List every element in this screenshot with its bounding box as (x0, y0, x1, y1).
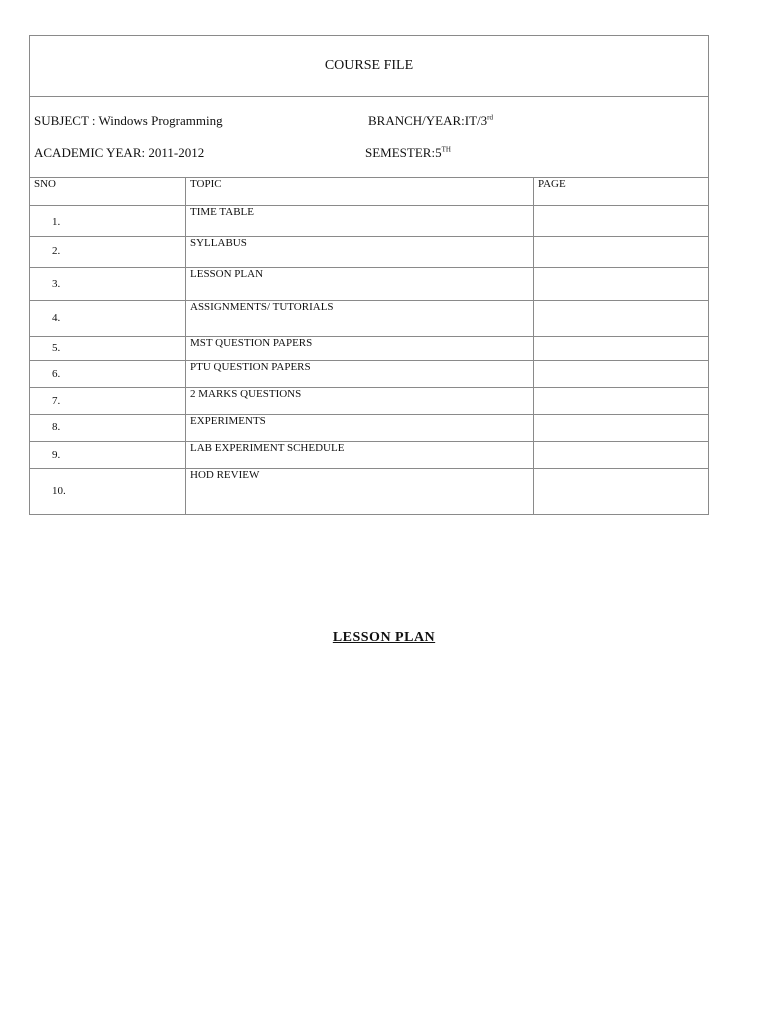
column-header-page: PAGE (534, 178, 709, 206)
table-row (30, 388, 709, 415)
table-row (30, 442, 709, 469)
table-row (30, 469, 709, 515)
row-page (534, 301, 709, 337)
row-topic: MST QUESTION PAPERS (186, 337, 534, 361)
column-header-topic: TOPIC (186, 178, 534, 206)
row-topic: SYLLABUS (186, 237, 534, 268)
row-page (534, 388, 709, 415)
row-sno: 8. (30, 415, 186, 442)
row-topic: HOD REVIEW (186, 469, 534, 515)
table-row (30, 361, 709, 388)
table-header-row (30, 178, 709, 206)
row-sno: 10. (30, 469, 186, 515)
row-topic: 2 MARKS QUESTIONS (186, 388, 534, 415)
semester-label: SEMESTER:5TH (365, 145, 451, 160)
row-page (534, 361, 709, 388)
row-sno: 4. (30, 301, 186, 337)
course-info-block (30, 97, 709, 178)
row-page (534, 268, 709, 301)
row-sno: 6. (30, 361, 186, 388)
row-page (534, 237, 709, 268)
row-page (534, 415, 709, 442)
row-sno: 1. (30, 206, 186, 237)
table-row (30, 237, 709, 268)
row-page (534, 206, 709, 237)
row-sno: 9. (30, 442, 186, 469)
row-topic: TIME TABLE (186, 206, 534, 237)
row-topic: PTU QUESTION PAPERS (186, 361, 534, 388)
row-topic: LESSON PLAN (186, 268, 534, 301)
branch-year-label: BRANCH/YEAR:IT/3rd (368, 113, 494, 128)
table-row (30, 268, 709, 301)
table-row (30, 415, 709, 442)
row-sno: 3. (30, 268, 186, 301)
row-page (534, 442, 709, 469)
lesson-plan-heading: LESSON PLAN (332, 630, 436, 645)
table-row (30, 301, 709, 337)
table-row (30, 206, 709, 237)
row-topic: EXPERIMENTS (186, 415, 534, 442)
row-topic: LAB EXPERIMENT SCHEDULE (186, 442, 534, 469)
course-file-table (29, 35, 709, 515)
table-row (30, 337, 709, 361)
row-page (534, 337, 709, 361)
row-page (534, 469, 709, 515)
row-sno: 7. (30, 388, 186, 415)
row-topic: ASSIGNMENTS/ TUTORIALS (186, 301, 534, 337)
row-sno: 2. (30, 237, 186, 268)
academic-year-label: ACADEMIC YEAR: 2011-2012 (34, 145, 205, 160)
column-header-sno: SNO (30, 178, 186, 206)
course-file-title: COURSE FILE (30, 36, 709, 97)
subject-label: SUBJECT : Windows Programming (34, 113, 223, 128)
row-sno: 5. (30, 337, 186, 361)
